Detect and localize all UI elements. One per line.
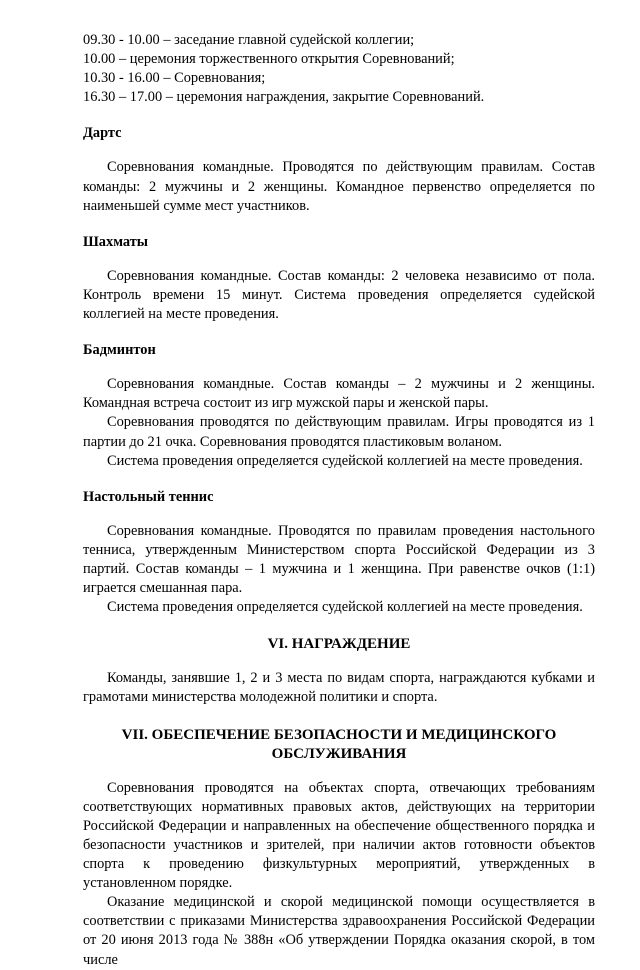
section-7-paragraph-2: Оказание медицинской и скорой медицинской помощи осуществляется в соответствии с приказами Министерства здравоохранения Российской Федерации от 20 июня 2013 года № 388н «Об утверждении Порядка оказания скорой, в том числе — [83, 894, 595, 968]
tennis-paragraph-1: Соревнования командные. Проводятся по правилам проведения настольного тенниса, утвержденным Министерством спорта Российской Федерации из 3 партий. Состав команды – 1 мужчина и 1 женщина. При равенстве очков (1:1) играется смешанная пара. — [83, 522, 595, 597]
document-page — [83, 31, 595, 970]
tennis-paragraph-2: Система проведения определяется судейской коллегией на месте проведения. — [107, 599, 583, 616]
chess-heading: Шахматы — [83, 233, 149, 250]
schedule-item: 16.30 – 17.00 – церемония награждения, закрытие Соревнований. — [83, 89, 485, 106]
chess-paragraph: Соревнования командные. Состав команды: 2 человека независимо от пола. Контроль времени 15 минут. Система проведения определяется судейской коллегией на месте проведения. — [83, 267, 595, 323]
section-7-title-line-2: ОБСЛУЖИВАНИЯ — [271, 745, 407, 762]
darts-heading: Дартс — [83, 125, 122, 142]
section-7-title — [83, 726, 595, 764]
darts-paragraph: Соревнования командные. Проводятся по действующим правилам. Состав команды: 2 мужчины и 2 женщины. Командное первенство определяется по наименьшей сумме мест участников. — [83, 159, 595, 214]
badminton-paragraph-2: Соревнования проводятся по действующим правилам. Игры проводятся из 1 партии до 21 очка. Соревнования проводятся пластиковым воланом. — [83, 414, 595, 450]
schedule-list — [83, 31, 595, 107]
badminton-paragraph-1: Соревнования командные. Состав команды – 2 мужчины и 2 женщины. Командная встреча состоит из игр мужской пары и женской пары. — [83, 376, 595, 412]
section-7-title-line-1: VII. ОБЕСПЕЧЕНИЕ БЕЗОПАСНОСТИ И МЕДИЦИНСКОГО — [121, 726, 557, 743]
schedule-item: 09.30 - 10.00 – заседание главной судейской коллегии; — [83, 32, 415, 48]
tennis-heading: Настольный теннис — [83, 488, 214, 505]
section-7-paragraph-1: Соревнования проводятся на объектах спорта, отвечающих требованиям соответствующих нормативных правовых актов, действующих на территории Российской Федерации и направленных на обеспечение общественного порядка и безопасности участников и зрителей, при наличии актов готовности объектов спорта к проведению физкультурных мероприятий, утвержденных в установленном порядке. — [83, 779, 595, 892]
section-6-title: VI. НАГРАЖДЕНИЕ — [267, 636, 411, 653]
schedule-item: 10.00 – церемония торжественного открытия Соревнований; — [83, 51, 455, 68]
schedule-item: 10.30 - 16.00 – Соревнования; — [83, 70, 266, 87]
badminton-paragraph-3: Система проведения определяется судейской коллегией на месте проведения. — [107, 452, 583, 469]
badminton-heading: Бадминтон — [83, 342, 156, 359]
section-6-paragraph: Команды, занявшие 1, 2 и 3 места по видам спорта, награждаются кубками и грамотами министерства молодежной политики и спорта. — [83, 670, 595, 706]
